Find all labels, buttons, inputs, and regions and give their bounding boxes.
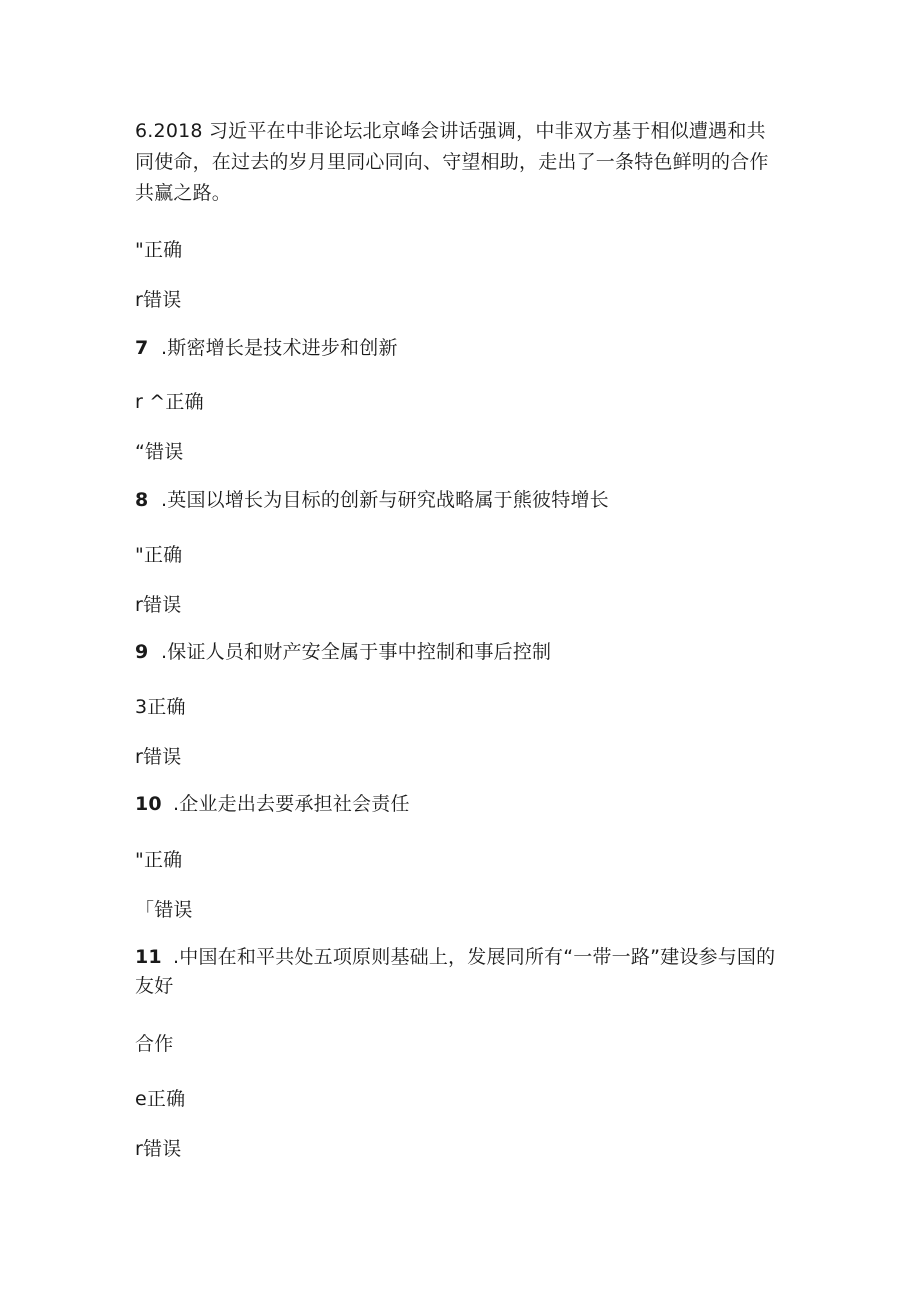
option-label: 错误 (143, 746, 182, 768)
question-11-text-continued: 友好 (135, 975, 174, 997)
option-label: 错误 (143, 289, 182, 311)
question-text: .企业走出去要承担社会责任 (173, 793, 410, 815)
question-6-option-wrong[interactable] (135, 286, 181, 314)
option-label: 错误 (143, 594, 182, 616)
question-11-text-continued-2: 合作 (135, 1033, 174, 1055)
option-label: 正确 (143, 544, 183, 566)
option-label: 错误 (154, 899, 193, 921)
option-marker: “ (135, 441, 146, 463)
question-11 (135, 943, 775, 971)
option-marker: r (135, 1138, 144, 1160)
question-text: .保证人员和财产安全属于事中控制和事后控制 (161, 641, 552, 663)
option-label: 正确 (143, 849, 183, 871)
option-marker: r ^ (135, 391, 166, 413)
question-6-text: 6.2018 习近平在中非论坛北京峰会讲话强调，中非双方基于相似遭遇和共同使命，在过去的岁月里同心同向、守望相助，走出了一条特色鲜明的合作共赢之路。 (135, 120, 769, 204)
question-number: 11 (135, 946, 162, 968)
question-10 (135, 790, 410, 818)
question-10-option-wrong[interactable] (135, 896, 193, 924)
question-number: 9 (135, 641, 149, 663)
question-8 (135, 486, 609, 514)
option-marker: 3 (135, 696, 148, 718)
option-label: 错误 (143, 1138, 182, 1160)
question-7-option-wrong[interactable] (135, 438, 183, 466)
option-label: 正确 (147, 696, 186, 718)
option-marker: e (135, 1088, 147, 1110)
question-8-option-correct[interactable] (135, 541, 182, 569)
question-8-option-wrong[interactable] (135, 591, 181, 619)
option-label: 正确 (143, 239, 183, 261)
option-marker: " (135, 239, 144, 261)
question-number: 10 (135, 793, 162, 815)
question-7-option-correct[interactable] (135, 388, 204, 416)
question-number: 7 (135, 337, 149, 359)
question-6-option-correct[interactable] (135, 236, 182, 264)
option-marker: r (135, 289, 144, 311)
option-label: 错误 (145, 441, 184, 463)
question-9 (135, 638, 551, 666)
option-label: 正确 (165, 391, 204, 413)
question-7 (135, 334, 398, 362)
question-9-option-correct[interactable] (135, 693, 186, 721)
option-marker: " (135, 849, 144, 871)
question-9-option-wrong[interactable] (135, 743, 181, 771)
option-marker: r (135, 746, 144, 768)
option-marker: " (135, 544, 144, 566)
question-number: 8 (135, 489, 149, 511)
option-marker: 「 (135, 899, 155, 921)
question-11-option-correct[interactable] (135, 1085, 185, 1113)
question-text: .斯密增长是技术进步和创新 (161, 337, 398, 359)
question-text: .英国以增长为目标的创新与研究战略属于熊彼特增长 (161, 489, 609, 511)
question-11-option-wrong[interactable] (135, 1135, 181, 1163)
option-marker: r (135, 594, 144, 616)
question-10-option-correct[interactable] (135, 846, 182, 874)
option-label: 正确 (146, 1088, 186, 1110)
question-text: .中国在和平共处五项原则基础上，发展同所有“一带一路”建设参与国的 (173, 946, 776, 968)
